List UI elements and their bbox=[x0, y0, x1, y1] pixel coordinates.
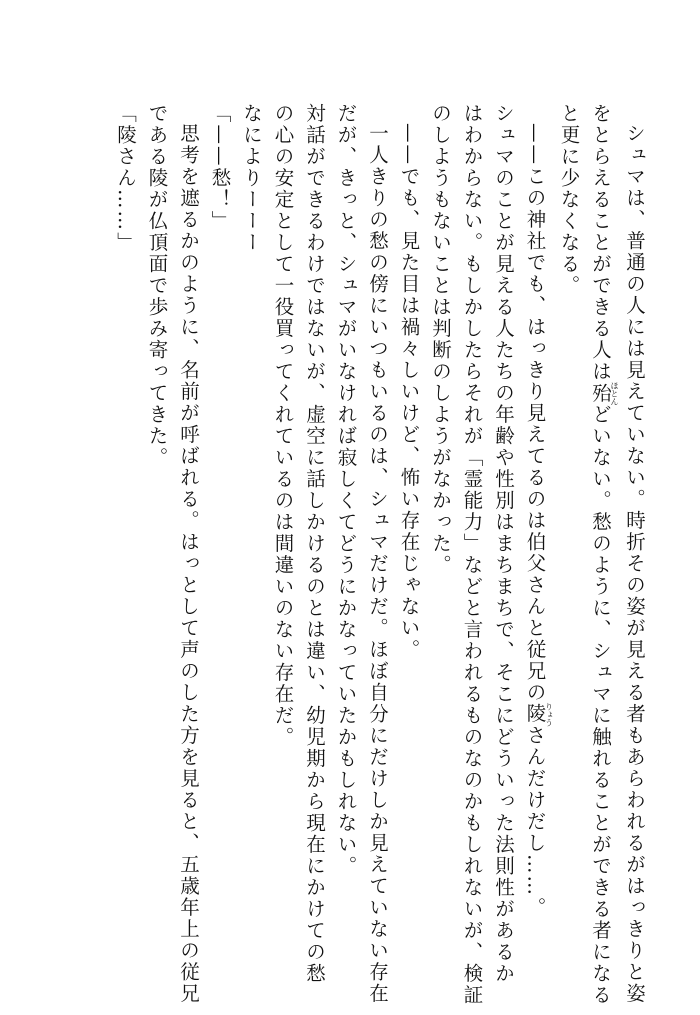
text-line: シュマは、普通の人には見えていない。時折その姿が見える者もあらわれるがはっきりと姿 bbox=[623, 122, 646, 1004]
vertical-text-body bbox=[110, 103, 651, 1006]
text-line: をとらえることができる人は殆ほとんどいない。愁のように、シュマに触れることができる者になる bbox=[589, 103, 619, 1006]
text-line: と更に少なくなる。 bbox=[557, 103, 581, 297]
text-line: 対話ができるわけではないが、虚空に話しかけるのとは違い、幼児期から現在にかけての愁 bbox=[303, 103, 326, 985]
text-line: 思考を遮るかのように、名前が呼ばれる。はっとして声のした方を見ると、五歳年上の従兄 bbox=[177, 122, 200, 1004]
text-line: シュマのことが見える人たちの年齢や性別はまちまちで、そこにどういった法則性があるか bbox=[492, 103, 515, 985]
text-line: の心の安定として一役買ってくれているのは間違いのない存在だ。 bbox=[271, 103, 295, 748]
text-line: だが、きっと、シュマがいなければ寂しくてどうにかなっていたかもしれない。 bbox=[334, 103, 358, 877]
furigana: 殆ほとん bbox=[589, 381, 619, 406]
text-line: ——この神社でも、はっきり見えてるのは伯父さんと従兄の陵りょうさんだけだし……。 bbox=[523, 122, 554, 918]
furigana: 陵りょう bbox=[523, 701, 554, 726]
text-line: なによりーーー bbox=[240, 103, 263, 254]
text-line: のしようもないことは判断のしようがなかった。 bbox=[429, 103, 452, 576]
text-line: 一人きりの愁の傍にいつもいるのは、シュマだけだ。ほぼ自分にだけしか見えていない存在 bbox=[366, 122, 389, 1004]
text-line: はわからない。もしかしたらそれが「霊能力」などと言われるものなのかもしれないが、検証 bbox=[460, 103, 484, 1006]
text-line: である陵が仏頂面で歩み寄ってきた。 bbox=[145, 103, 169, 469]
dialogue-line: 「——愁！」 bbox=[208, 103, 232, 232]
dialogue-line: 「陵さん……」 bbox=[114, 103, 137, 254]
text-line: ——でも、見た目は禍々しいけど、怖い存在じゃない。 bbox=[397, 122, 421, 660]
